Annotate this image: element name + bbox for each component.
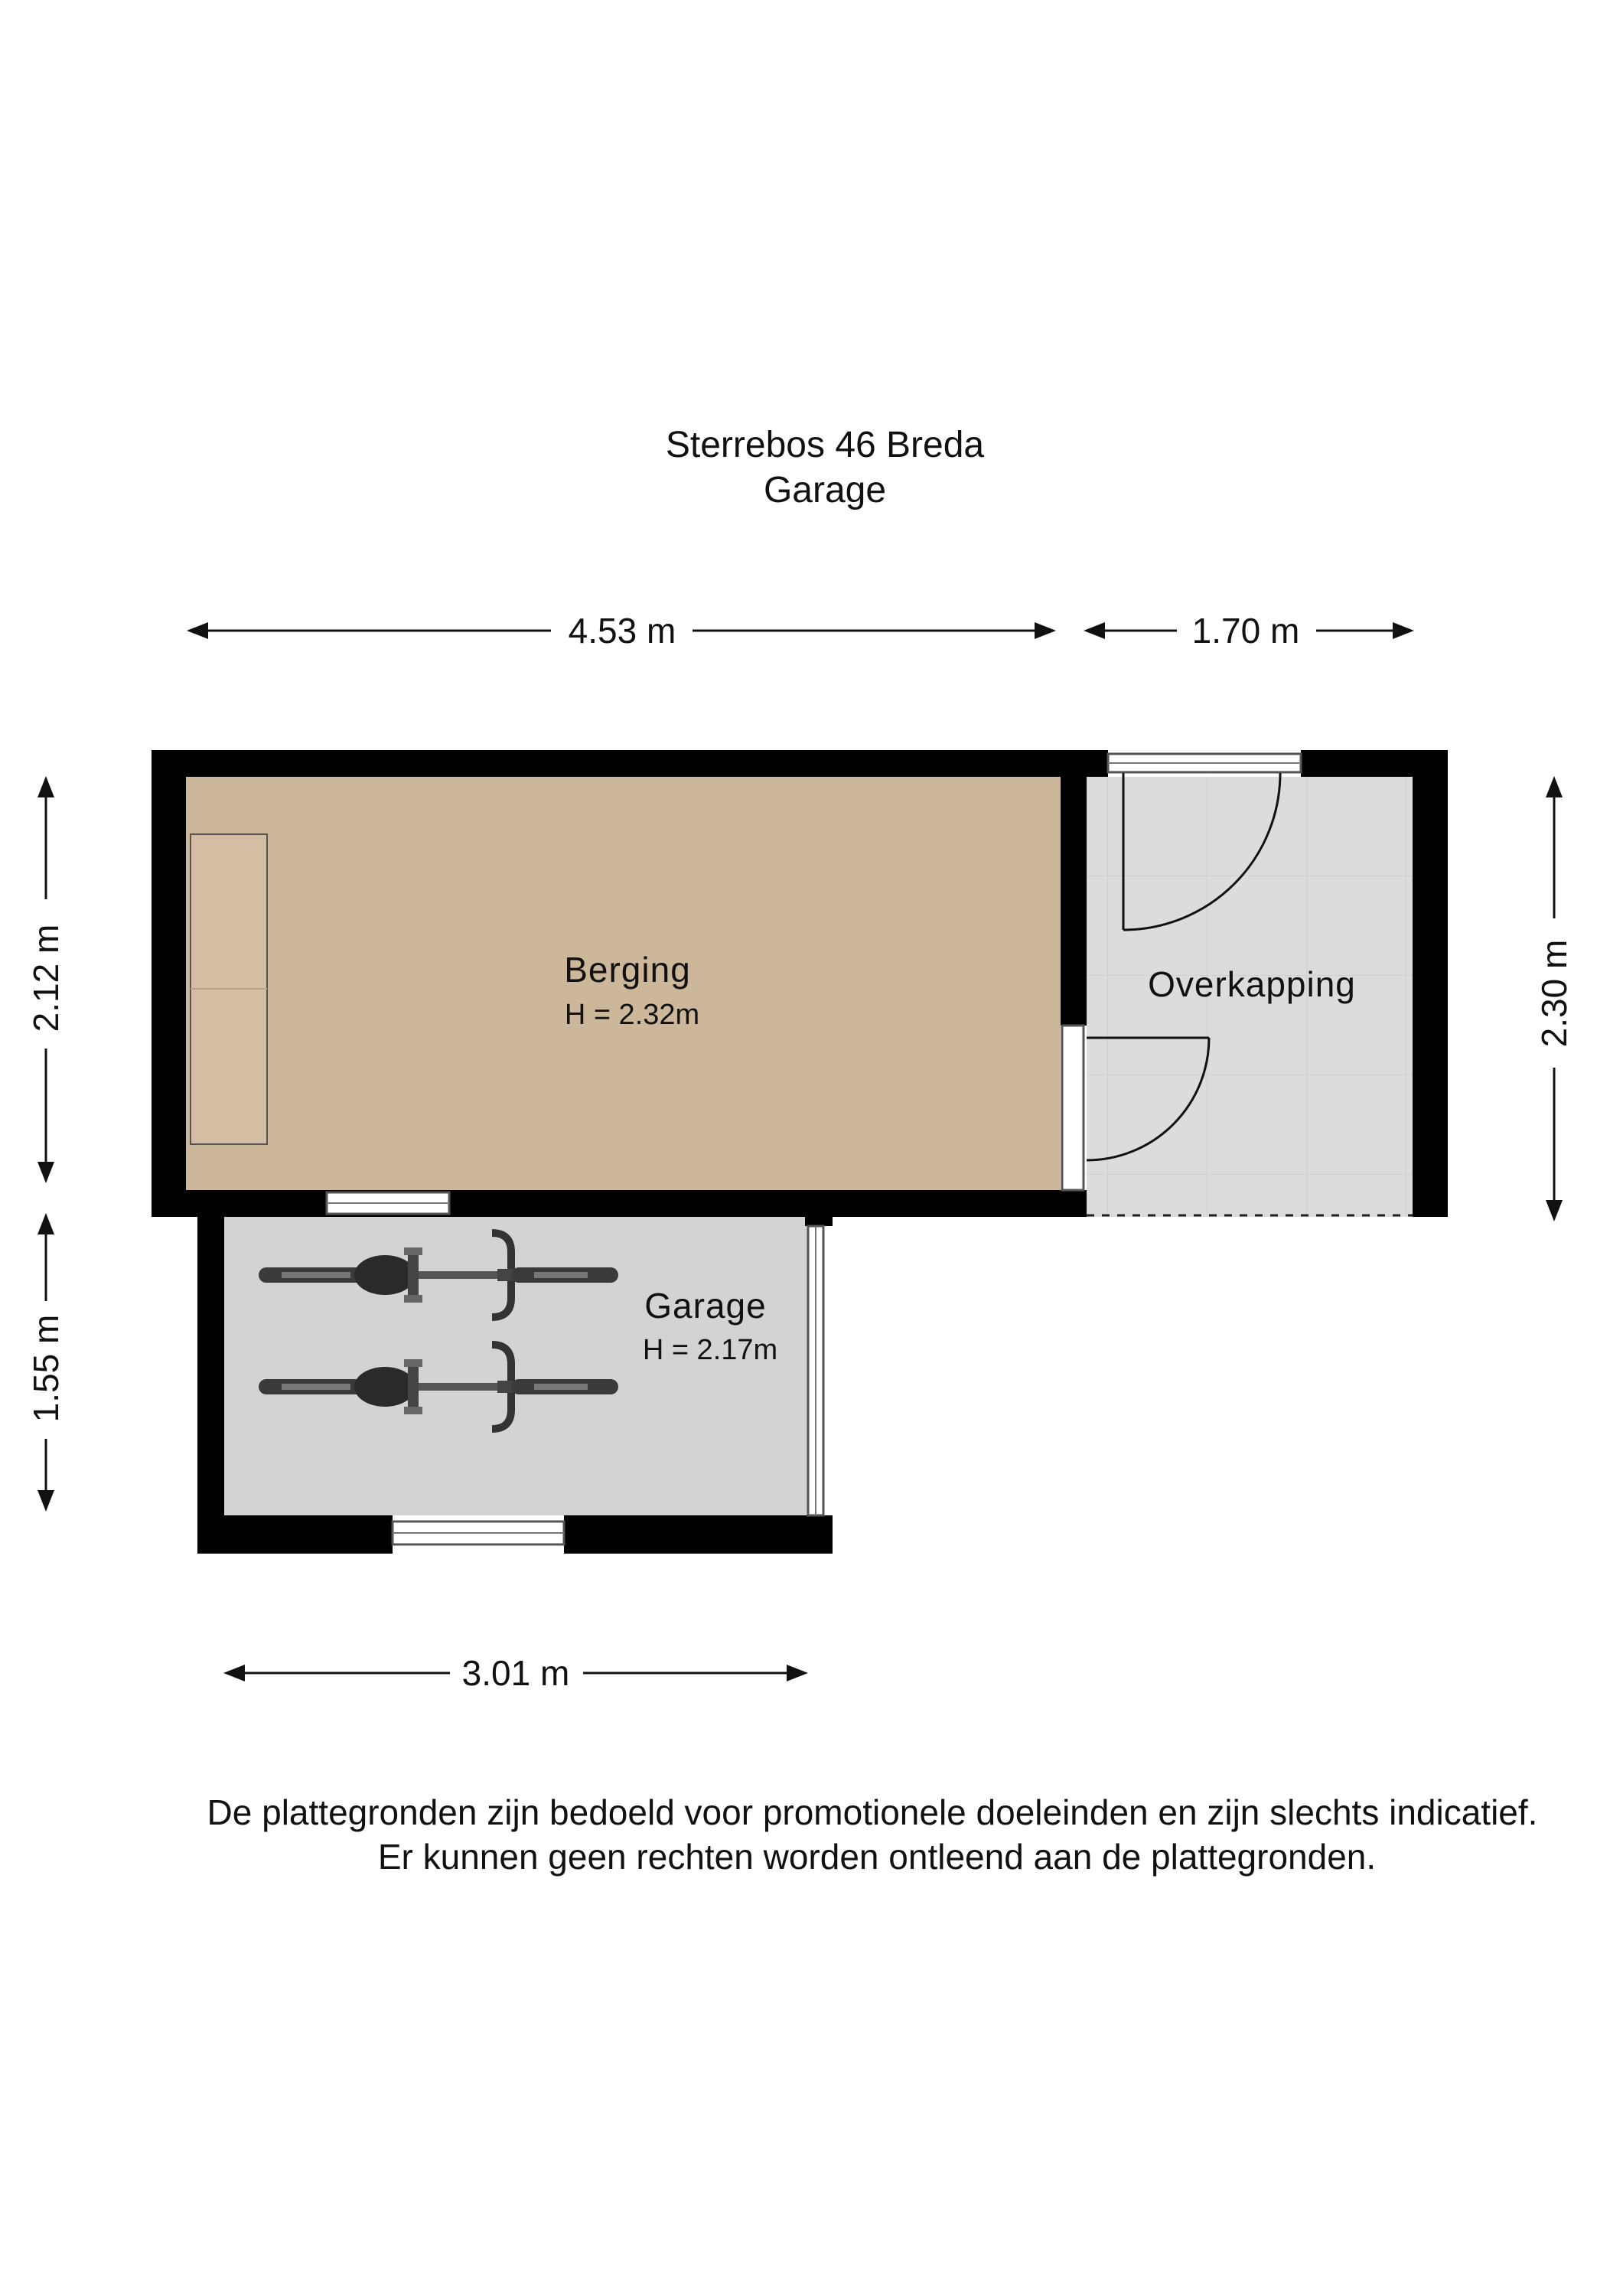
dimension-bottom: [223, 1653, 808, 1693]
dimension-left-upper: [26, 776, 66, 1183]
garage-floor: [224, 1217, 807, 1515]
dimension-left-lower: [26, 1213, 66, 1512]
window-garage-bottom: [393, 1521, 564, 1544]
dimension-top-left: [187, 611, 1056, 651]
dimension-label: 4.53 m: [568, 611, 676, 651]
storage-bench: [191, 834, 267, 1144]
dimension-label: 2.30 m: [1534, 939, 1574, 1048]
window-overkapping-top: [1108, 754, 1301, 772]
plan-subtitle: Garage: [763, 470, 887, 510]
dimension-label: 3.01 m: [461, 1653, 570, 1693]
disclaimer-line-2: Er kunnen geen rechten worden ontleend aan de plattegronden.: [377, 1837, 1377, 1877]
window-garage-side: [808, 1226, 823, 1515]
dimension-top-right: [1084, 611, 1414, 651]
window-berging-garage: [327, 1192, 449, 1214]
door-frame-berging: [1062, 1026, 1084, 1190]
room-height-berging: H = 2.32m: [564, 999, 700, 1031]
plan-address: Sterrebos 46 Breda: [665, 425, 985, 465]
dimension-label: 2.12 m: [26, 924, 66, 1032]
dimension-label: 1.55 m: [26, 1314, 66, 1423]
room-name-garage: Garage: [644, 1286, 767, 1326]
disclaimer-line-1: De plattegronden zijn bedoeld voor promotionele doeleinden en zijn slechts indicatief.: [207, 1792, 1538, 1832]
room-height-garage: H = 2.17m: [642, 1334, 778, 1366]
dimension-label: 1.70 m: [1191, 611, 1300, 651]
room-name-overkapping: Overkapping: [1148, 964, 1356, 1004]
room-name-berging: Berging: [564, 950, 691, 990]
dimension-right: [1534, 776, 1574, 1221]
